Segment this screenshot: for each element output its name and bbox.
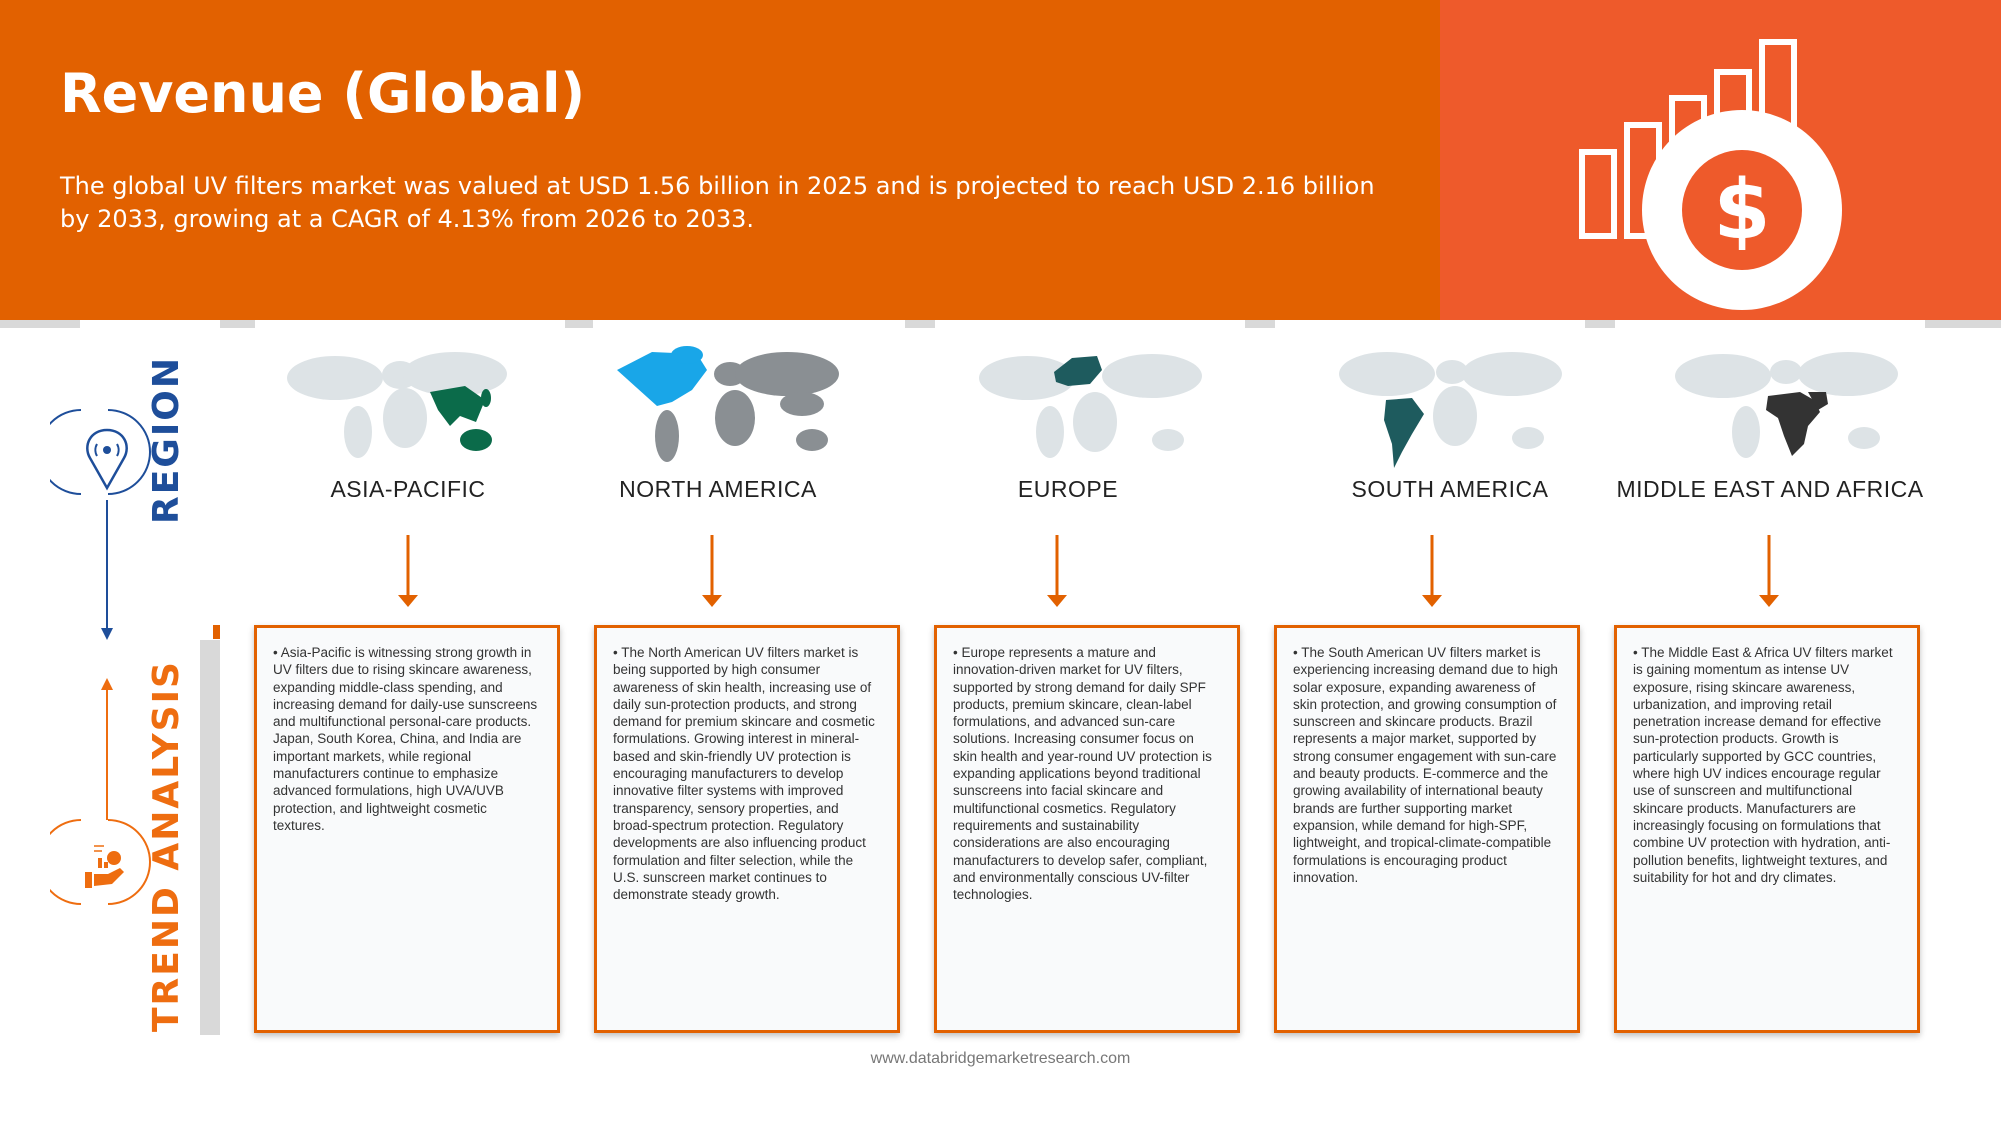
- down-arrow-icon: [702, 535, 722, 610]
- header-accent-panel: [1440, 0, 2001, 320]
- map-middle-east-africa: [1668, 340, 1918, 470]
- map-north-america: [612, 340, 862, 470]
- region-name-middle-east-africa: MIDDLE EAST AND AFRICA: [1616, 476, 1924, 502]
- region-section-label: REGION: [146, 356, 187, 524]
- trend-card-europe: [934, 625, 1240, 1033]
- divider-strip: [1925, 320, 2001, 328]
- svg-text:$: $: [1713, 163, 1771, 258]
- side-orange-tick: [213, 625, 220, 639]
- trend-card-middle-east-africa: [1614, 625, 1920, 1033]
- divider-strip: [905, 320, 935, 328]
- region-name-south-america: SOUTH AMERICA: [1351, 476, 1549, 502]
- divider-strip: [1585, 320, 1615, 328]
- divider-strip: [220, 320, 255, 328]
- divider-strip: [565, 320, 593, 328]
- trend-analysis-section-label: TREND ANALYSIS: [146, 660, 187, 1032]
- down-arrow-icon: [398, 535, 418, 610]
- down-arrow-icon: [1422, 535, 1442, 610]
- trend-text: • The North American UV filters market is being supported by high consumer awareness of skin health, increasing use of daily sun-protection products, and strong demand for premium skincare and cosmetic formulations. Growing interest in mineral-based and skin-friendly UV protection is encouraging manufacturers to develop innovative filter systems with improved transparency, sensory properties, and broad-spectrum protection. Regulatory developments are also influencing product formulation and filter selection, while the U.S. sunscreen market continues to demonstrate steady growth.: [613, 645, 875, 903]
- page-title: Revenue (Global): [60, 62, 586, 125]
- hand-trend-icon: [85, 846, 124, 888]
- down-arrow-icon: [1759, 535, 1779, 610]
- bar-chart-dollar-icon: [1440, 0, 2001, 320]
- side-gray-bar: [200, 640, 220, 1035]
- page-subtitle: The global UV filters market was valued at USD 1.56 billion in 2025 and is projected to reach USD 2.16 billion by 2033, growing at a CAGR of 4.13% from 2026 to 2033.: [60, 172, 1375, 233]
- trend-text: • Europe represents a mature and innovation-driven market for UV filters, supported by strong demand for daily SPF products, premium skincare, clean-label formulations, and advanced sun-care solutions. Increasing consumer focus on skin health and year-round UV protection is expanding applications beyond traditional sunscreens into facial skincare and multifunctional cosmetics. Regulatory requirements and sustainability considerations are also encouraging manufacturers to develop safer, compliant, and environmentally conscious UV-filter technologies.: [953, 645, 1212, 903]
- down-arrow-icon: [1047, 535, 1067, 610]
- divider-strip: [0, 320, 80, 328]
- header-banner: [0, 0, 1440, 320]
- trend-card-south-america: [1274, 625, 1580, 1033]
- trend-card-north-america: [594, 625, 900, 1033]
- map-south-america: [1332, 340, 1582, 470]
- location-pin-icon: [87, 430, 126, 488]
- trend-card-asia-pacific: [254, 625, 560, 1033]
- divider-strip: [1245, 320, 1275, 328]
- trend-text: • The Middle East & Africa UV filters market is gaining momentum as intense UV exposure, rising skincare awareness, urbanization, and improving retail penetration increase demand for effective sun-protection products. Growth is particularly supported by GCC countries, where high UV indices encourage regular use of sunscreen and multifunctional skincare products. Manufacturers are increasingly focusing on formulations that combine UV protection with hydration, anti-pollution benefits, lightweight textures, and suitability for hot and dry climates.: [1633, 645, 1893, 885]
- region-name-north-america: NORTH AMERICA: [619, 476, 817, 502]
- footer-url[interactable]: www.databridgemarketresearch.com: [870, 1050, 1131, 1067]
- trend-text: • Asia-Pacific is witnessing strong growth in UV filters due to rising skincare awareness, expanding middle-class spending, and increasing demand for daily-use sunscreens and multifunctional personal-care products. Japan, South Korea, China, and India are important markets, while regional manufacturers continue to emphasize advanced formulations, high UVA/UVB protection, and lightweight cosmetic textures.: [273, 645, 538, 833]
- region-name-asia-pacific: ASIA-PACIFIC: [330, 476, 486, 502]
- trend-text: • The South American UV filters market is experiencing increasing demand due to high solar exposure, expanding awareness of skin protection, and growing consumption of sunscreen and skincare products. Brazil represents a major market, supported by strong consumer engagement with sun-care and beauty products. E-commerce and the growing availability of international beauty brands are further supporting market expansion, while demand for high-SPF, lightweight, and tropical-climate-compatible formulations is encouraging product innovation.: [1293, 645, 1558, 885]
- map-asia-pacific: [280, 340, 530, 470]
- map-europe: [972, 340, 1222, 470]
- region-name-europe: EUROPE: [1017, 476, 1119, 502]
